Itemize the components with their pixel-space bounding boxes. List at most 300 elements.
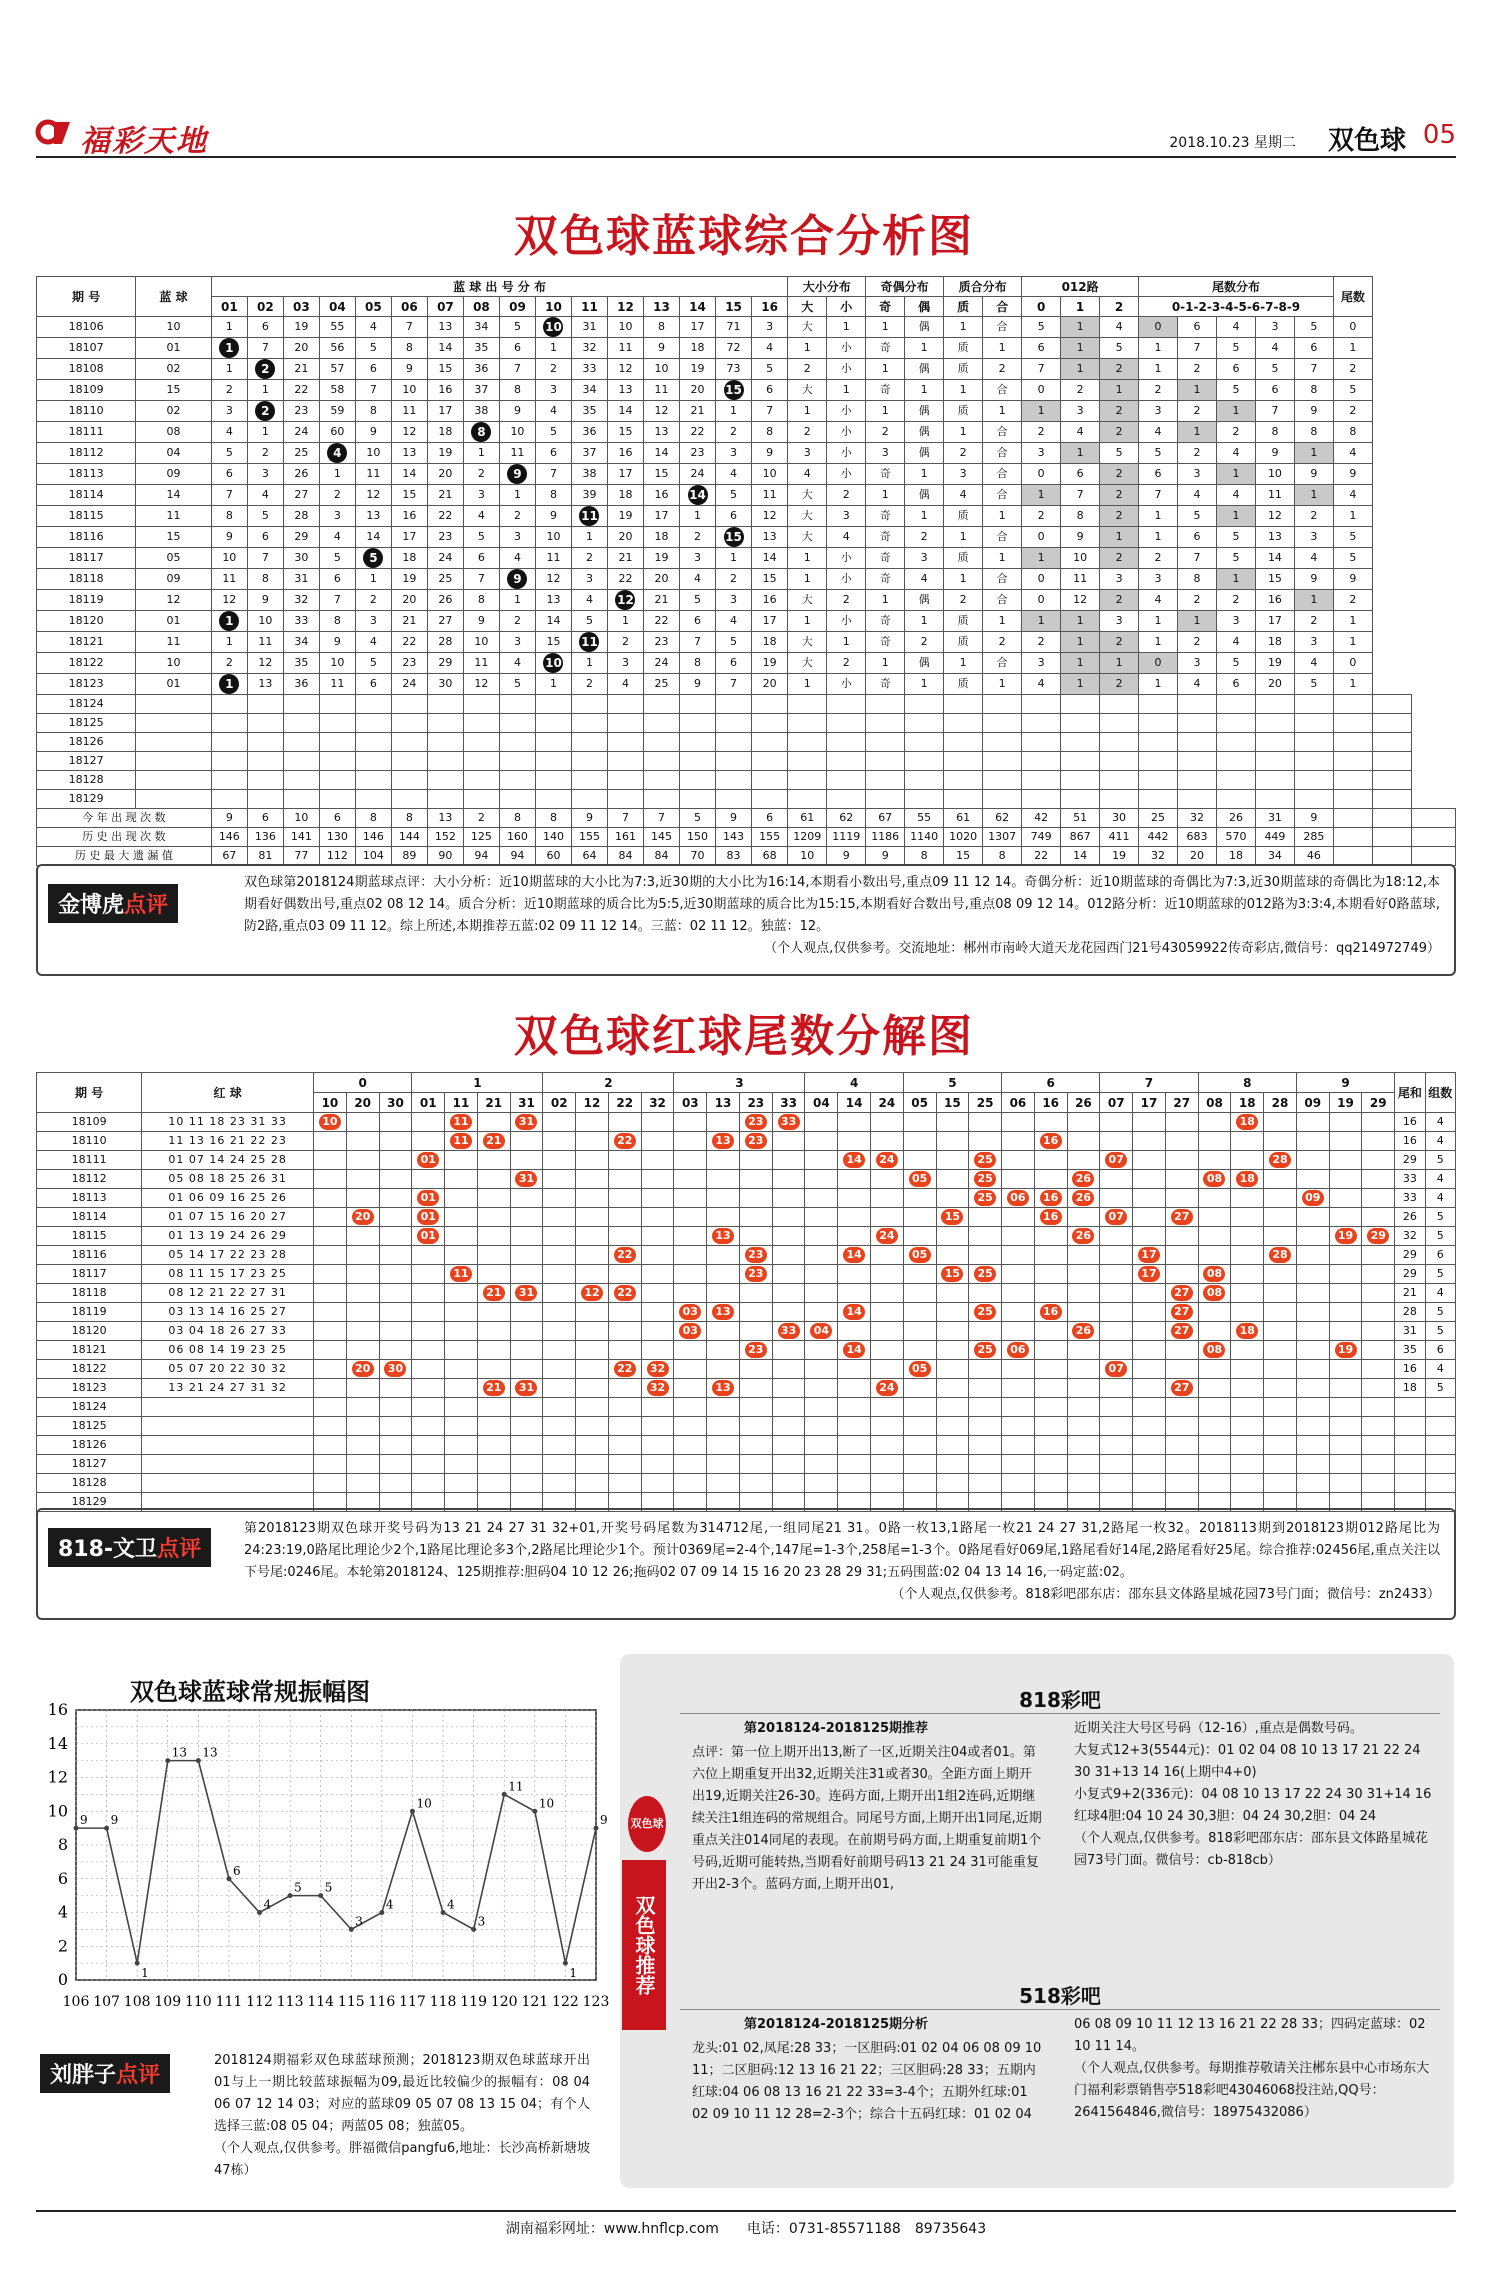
- omission-cell: 19: [680, 359, 716, 380]
- tail-cell: [870, 1265, 903, 1284]
- omission-cell: 3: [463, 485, 499, 506]
- blue-analysis-title: 双色球蓝球综合分析图: [514, 211, 974, 262]
- tail-cell: [739, 1284, 772, 1303]
- store-818-big-combo: 大复式12+3(5544元)：01 02 04 08 10 13 17 21 22 24 30 31+13 14 16(上期中4+0): [1074, 1743, 1421, 1780]
- tail-cell: [936, 1322, 969, 1341]
- tail-cell: [576, 1208, 609, 1227]
- route-cell: 2: [1022, 506, 1061, 527]
- attr-cell: 1: [905, 380, 944, 401]
- empty-cell: [674, 1455, 707, 1474]
- omission-cell: 6: [247, 317, 283, 338]
- omission-cell: 15: [391, 485, 427, 506]
- omission-cell: 2: [247, 443, 283, 464]
- omission-cell: 34: [463, 317, 499, 338]
- empty-cell: [477, 1455, 510, 1474]
- empty-cell: [211, 733, 247, 752]
- tail-dist-cell: 3: [1139, 401, 1178, 422]
- amplitude-point: [410, 1809, 415, 1814]
- omission-cell: 20: [607, 527, 643, 548]
- stat-cell: 20: [1178, 847, 1217, 866]
- tail-cell: [1034, 1265, 1067, 1284]
- stat-cell: 1186: [866, 828, 905, 847]
- omission-cell: 2: [211, 380, 247, 401]
- table-row: [37, 1303, 1456, 1322]
- omission-cell: 2: [499, 506, 535, 527]
- tail-cell: [477, 1208, 510, 1227]
- head-number: 16: [1034, 1093, 1067, 1113]
- empty-cell: [607, 714, 643, 733]
- tail-cell: [641, 1227, 674, 1246]
- omission-cell: 20: [644, 569, 680, 590]
- stat-cell: 83: [716, 847, 752, 866]
- attr-cell: 小: [827, 548, 866, 569]
- tail-dist-cell: 5: [1255, 359, 1294, 380]
- tail-dist-cell: 16: [1255, 590, 1294, 611]
- tail-cell: [1296, 1208, 1329, 1227]
- tail-cell: [1100, 1113, 1133, 1132]
- tail-cell: [870, 1341, 903, 1360]
- amplitude-data-label: 6: [232, 1863, 241, 1878]
- omission-cell: 13: [427, 317, 463, 338]
- omission-cell: 1: [535, 338, 571, 359]
- head-group-count: 组数: [1425, 1073, 1456, 1113]
- tail-sum-cell: 33: [1395, 1170, 1425, 1189]
- empty-cell: [1255, 714, 1294, 733]
- empty-cell: [1061, 714, 1100, 733]
- empty-cell: [535, 714, 571, 733]
- tail-cell: [379, 1284, 412, 1303]
- omission-cell: 18: [752, 632, 788, 653]
- empty-cell: [936, 1474, 969, 1493]
- empty-cell: [576, 1474, 609, 1493]
- omission-cell: [607, 590, 643, 611]
- stat-cell: 42: [1022, 809, 1061, 828]
- tail-cell: [739, 1113, 772, 1132]
- tail-cell: [969, 1284, 1002, 1303]
- stat-label: 历 史 最 大 遗 漏 值: [37, 847, 212, 866]
- empty-cell: [463, 695, 499, 714]
- omission-cell: 71: [716, 317, 752, 338]
- head-number: 24: [870, 1093, 903, 1113]
- issue-date: 2018.10.23 星期二: [1169, 135, 1296, 151]
- head-number: 19: [1329, 1093, 1362, 1113]
- commentator-tag-wenwei: [48, 1528, 211, 1567]
- tail-cell: [772, 1189, 805, 1208]
- tail-cell: [1165, 1322, 1198, 1341]
- tail-cell: [608, 1189, 641, 1208]
- tail-cell: [477, 1151, 510, 1170]
- head-tail: 尾数: [1333, 277, 1372, 317]
- attr-cell: 质: [944, 506, 983, 527]
- omission-cell: 10: [752, 464, 788, 485]
- stat-cell: 18: [1216, 847, 1255, 866]
- y-tick-label: 6: [57, 1868, 68, 1888]
- omission-cell: 8: [499, 380, 535, 401]
- head-number: 15: [716, 297, 752, 317]
- stat-cell: 60: [535, 847, 571, 866]
- empty-cell: [716, 752, 752, 771]
- red-ball-hit: 18: [1236, 1323, 1258, 1339]
- tail-cell: [674, 1265, 707, 1284]
- tail-cell: [379, 1341, 412, 1360]
- red-ball-hit: 26: [1072, 1323, 1094, 1339]
- period-cell: 18120: [37, 1322, 142, 1341]
- tail-cell: [1264, 1170, 1297, 1189]
- head-number: 27: [1165, 1093, 1198, 1113]
- omission-cell: 33: [283, 611, 319, 632]
- omission-cell: 36: [571, 422, 607, 443]
- period-cell: 18114: [37, 1208, 142, 1227]
- omission-cell: [680, 485, 716, 506]
- amplitude-point: [471, 1927, 476, 1932]
- tail-cell: 2: [1333, 359, 1372, 380]
- attr-cell: 2: [827, 590, 866, 611]
- empty-cell: [211, 790, 247, 809]
- period-cell: 18118: [37, 1284, 142, 1303]
- period-cell: 18122: [37, 653, 136, 674]
- omission-cell: 4: [319, 527, 355, 548]
- tail-cell: [1133, 1360, 1166, 1379]
- attr-cell: 合: [983, 422, 1022, 443]
- empty-cell: [412, 1455, 445, 1474]
- stat-cell: 25: [1139, 809, 1178, 828]
- empty-cell: [1425, 1398, 1456, 1417]
- tail-cell: 8: [1333, 422, 1372, 443]
- tail-cell: 2: [1333, 590, 1372, 611]
- tail-cell: [1034, 1284, 1067, 1303]
- period-cell: 18122: [37, 1360, 142, 1379]
- omission-cell: [571, 632, 607, 653]
- red-ball-hit: 04: [810, 1323, 832, 1339]
- head-number: 07: [1100, 1093, 1133, 1113]
- empty-cell: [805, 1474, 838, 1493]
- tail-cell: [1329, 1170, 1362, 1189]
- empty-cell: [445, 1398, 478, 1417]
- empty-cell: [936, 1436, 969, 1455]
- route-cell: 2: [1100, 401, 1139, 422]
- omission-cell: 38: [571, 464, 607, 485]
- route-cell: 11: [1061, 569, 1100, 590]
- tail-cell: [1034, 1132, 1067, 1151]
- stat-cell: 160: [499, 828, 535, 847]
- tail-dist-cell: 1: [1294, 485, 1333, 506]
- empty-cell: [412, 1436, 445, 1455]
- table-row: [37, 1208, 1456, 1227]
- tail-cell: [870, 1151, 903, 1170]
- omission-cell: 7: [355, 380, 391, 401]
- tail-cell: [772, 1284, 805, 1303]
- tail-cell: [1133, 1189, 1166, 1208]
- tail-cell: [1165, 1284, 1198, 1303]
- omission-cell: 3: [319, 506, 355, 527]
- stat-cell: 125: [463, 828, 499, 847]
- tail-cell: [805, 1379, 838, 1398]
- tail-cell: [969, 1341, 1002, 1360]
- tail-cell: [314, 1265, 347, 1284]
- tail-dist-cell: 3: [1255, 317, 1294, 338]
- tail-cell: [445, 1227, 478, 1246]
- red-ball-hit: 08: [1203, 1285, 1225, 1301]
- tail-cell: [1034, 1379, 1067, 1398]
- head-number: 31: [510, 1093, 543, 1113]
- empty-cell: [788, 714, 827, 733]
- empty-cell: [379, 1436, 412, 1455]
- tail-cell: [739, 1170, 772, 1189]
- tail-sum-cell: 33: [1395, 1189, 1425, 1208]
- empty-cell: [427, 714, 463, 733]
- omission-cell: 30: [283, 548, 319, 569]
- omission-cell: 1: [499, 485, 535, 506]
- tail-cell: [838, 1379, 871, 1398]
- red-ball-hit: 20: [352, 1361, 374, 1377]
- tail-cell: [1133, 1227, 1166, 1246]
- red-ball-hit: 23: [745, 1342, 767, 1358]
- tail-cell: [838, 1132, 871, 1151]
- tail-cell: [674, 1246, 707, 1265]
- tail-cell: [1329, 1227, 1362, 1246]
- red-ball-hit: 20: [352, 1209, 374, 1225]
- attr-cell: 偶: [905, 317, 944, 338]
- omission-cell: 24: [283, 422, 319, 443]
- red-ball-hit: 26: [1072, 1171, 1094, 1187]
- omission-cell: 18: [391, 548, 427, 569]
- attr-cell: 大: [788, 590, 827, 611]
- tail-sum-cell: 21: [1395, 1284, 1425, 1303]
- route-cell: 2: [1100, 632, 1139, 653]
- attr-cell: 1: [788, 674, 827, 695]
- tail-cell: [510, 1379, 543, 1398]
- tail-cell: [1231, 1265, 1264, 1284]
- empty-cell: [136, 695, 212, 714]
- route-cell: 2: [1100, 506, 1139, 527]
- stat-cell: 19: [1100, 847, 1139, 866]
- stat-cell: 8: [355, 809, 391, 828]
- tail-dist-cell: 8: [1255, 422, 1294, 443]
- period-cell: 18128: [37, 1474, 142, 1493]
- table-row: [37, 1379, 1456, 1398]
- head-number: 06: [391, 297, 427, 317]
- tail-cell: [1264, 1208, 1297, 1227]
- omission-cell: 2: [680, 527, 716, 548]
- empty-cell: [870, 1455, 903, 1474]
- tail-cell: [1133, 1113, 1166, 1132]
- omission-cell: 5: [247, 506, 283, 527]
- route-cell: 2: [1061, 380, 1100, 401]
- tail-cell: [1362, 1360, 1395, 1379]
- red-ball-hit: 19: [1335, 1228, 1357, 1244]
- amplitude-data-label: 9: [80, 1813, 88, 1828]
- omission-cell: 7: [247, 548, 283, 569]
- omission-cell: 36: [463, 359, 499, 380]
- tail-cell: [707, 1284, 740, 1303]
- tail-cell: [936, 1132, 969, 1151]
- empty-cell: [827, 714, 866, 733]
- empty-cell: [1067, 1398, 1100, 1417]
- omission-cell: 4: [535, 401, 571, 422]
- empty-cell: [1139, 790, 1178, 809]
- store-518-period: 第2018124-2018125期分析: [744, 2017, 929, 2032]
- empty-cell: [1264, 1455, 1297, 1474]
- omission-cell: 22: [607, 569, 643, 590]
- omission-cell: 21: [427, 485, 463, 506]
- omission-cell: 10: [211, 548, 247, 569]
- head-number: 09: [499, 297, 535, 317]
- red-numbers-cell: 01 13 19 24 26 29: [142, 1227, 314, 1246]
- attr-cell: 偶: [905, 653, 944, 674]
- omission-cell: 14: [752, 548, 788, 569]
- stat-cell: 6: [247, 809, 283, 828]
- empty-cell: [1329, 1417, 1362, 1436]
- group-count-cell: 5: [1425, 1379, 1456, 1398]
- table-row: [37, 1151, 1456, 1170]
- tail-dist-cell: 7: [1255, 401, 1294, 422]
- empty-cell: [477, 1417, 510, 1436]
- omission-cell: 9: [463, 611, 499, 632]
- tail-cell: [379, 1189, 412, 1208]
- stat-cell: 70: [680, 847, 716, 866]
- empty-cell: [1395, 1474, 1425, 1493]
- empty-cell: [805, 1398, 838, 1417]
- tail-dist-cell: 6: [1294, 338, 1333, 359]
- tail-cell: [314, 1303, 347, 1322]
- tail-cell: [903, 1189, 936, 1208]
- tail-cell: [1034, 1341, 1067, 1360]
- stat-cell: 749: [1022, 828, 1061, 847]
- tail-cell: [543, 1113, 576, 1132]
- table-row: [37, 632, 1456, 653]
- store-518-right: [1074, 2014, 1438, 2124]
- route-cell: 1: [1022, 548, 1061, 569]
- omission-cell: 37: [571, 443, 607, 464]
- omission-cell: 27: [283, 485, 319, 506]
- tail-dist-cell: 1: [1139, 359, 1178, 380]
- empty-cell: [644, 752, 680, 771]
- group-count-cell: 4: [1425, 1132, 1456, 1151]
- head-number: 11: [571, 297, 607, 317]
- tail-sum-cell: 18: [1395, 1379, 1425, 1398]
- tail-cell: [1002, 1322, 1035, 1341]
- red-ball-hit: 05: [909, 1361, 931, 1377]
- empty-cell: [1372, 847, 1411, 866]
- tail-cell: [870, 1132, 903, 1151]
- x-tick-label: 107: [93, 1994, 120, 2010]
- comment-body: 第2018123期双色球开奖号码为13 21 24 27 31 32+01,开奖号码尾数为314712尾,一组同尾21 31。0路一枚13,1路尾一枚21 24 27 31,2路尾一枚32。2018113期到2018123期012路尾比为24:23:19,0路尾比理论少2个,1路尾比理论多3个,2路尾比理论少1个。预计0369尾=2-4个,147尾=1-3个,258尾=1-3个。0路尾看好069尾,1路尾看好14尾,2路尾看好25尾。综合推荐:02456尾,重点关注以下号尾:0246尾。本轮第2018124、125期推荐:胆码04 10 12 26;拖码02 07 09 14 15 16 20 23 28 29 31;五码围蓝:02 04 13 14 16,一码定蓝:02。: [244, 1521, 1440, 1580]
- amplitude-point: [104, 1826, 109, 1831]
- empty-cell: [716, 733, 752, 752]
- tail-sum-cell: 29: [1395, 1151, 1425, 1170]
- empty-cell: [211, 771, 247, 790]
- omission-cell: 4: [355, 317, 391, 338]
- tail-cell: [412, 1151, 445, 1170]
- tail-cell: [1329, 1284, 1362, 1303]
- tail-cell: [445, 1265, 478, 1284]
- tail-dist-cell: 3: [1178, 464, 1217, 485]
- empty-cell: [674, 1436, 707, 1455]
- attr-cell: 大: [788, 527, 827, 548]
- tail-cell: [576, 1189, 609, 1208]
- empty-cell: [1100, 1436, 1133, 1455]
- empty-cell: [641, 1474, 674, 1493]
- omission-cell: 17: [607, 464, 643, 485]
- tail-cell: [641, 1341, 674, 1360]
- tail-cell: [1067, 1284, 1100, 1303]
- tail-cell: [379, 1379, 412, 1398]
- tail-cell: [1133, 1170, 1166, 1189]
- tail-cell: [445, 1303, 478, 1322]
- head-number: 17: [1133, 1093, 1166, 1113]
- empty-cell: [1067, 1417, 1100, 1436]
- tail-cell: [674, 1208, 707, 1227]
- omission-cell: 16: [607, 443, 643, 464]
- empty-cell: [1231, 1474, 1264, 1493]
- route-cell: 2: [1100, 548, 1139, 569]
- omission-cell: 8: [535, 485, 571, 506]
- empty-cell: [805, 1455, 838, 1474]
- red-ball-hit: 13: [712, 1133, 734, 1149]
- comment-body: 2018124期福彩双色球蓝球预测；2018123期双色球蓝球开出01与上一期比较蓝球振幅为09,最近比较偏少的振幅有：08 04 06 07 12 14 03；对应的蓝球09 05 07 08 13 15 04；有个人选择三蓝:08 05 04；两蓝05 08；独蓝05。: [214, 2053, 590, 2134]
- tail-cell: [1133, 1246, 1166, 1265]
- tail-cell: [1067, 1208, 1100, 1227]
- tail-cell: [1034, 1303, 1067, 1322]
- omission-cell: 17: [680, 317, 716, 338]
- empty-cell: [944, 733, 983, 752]
- tail-cell: [1034, 1322, 1067, 1341]
- empty-cell: [1231, 1417, 1264, 1436]
- table-row: [37, 401, 1456, 422]
- empty-cell: [211, 752, 247, 771]
- omission-cell: 14: [355, 527, 391, 548]
- omission-cell: 73: [716, 359, 752, 380]
- omission-cell: 11: [319, 674, 355, 695]
- empty-cell: [1329, 1436, 1362, 1455]
- tail-dist-cell: 5: [1216, 527, 1255, 548]
- empty-cell: [247, 733, 283, 752]
- tail-cell: [608, 1170, 641, 1189]
- tail-cell: [346, 1151, 379, 1170]
- x-tick-label: 114: [307, 1994, 335, 2010]
- empty-cell: [1255, 752, 1294, 771]
- tail-cell: [543, 1341, 576, 1360]
- tail-cell: [707, 1151, 740, 1170]
- tail-cell: [641, 1113, 674, 1132]
- red-ball-hit: 27: [1171, 1209, 1193, 1225]
- empty-cell: [1411, 847, 1455, 866]
- tail-cell: [576, 1360, 609, 1379]
- tail-cell: [543, 1379, 576, 1398]
- head-period: 期 号: [37, 1073, 142, 1113]
- omission-cell: 11: [499, 443, 535, 464]
- attr-cell: 1: [905, 506, 944, 527]
- period-cell: 18110: [37, 401, 136, 422]
- stat-cell: 155: [571, 828, 607, 847]
- head-tail-group: 7: [1100, 1073, 1198, 1093]
- tail-dist-cell: 1: [1216, 506, 1255, 527]
- table-row-blank: [37, 771, 1456, 790]
- tail-cell: [969, 1360, 1002, 1379]
- omission-cell: [247, 401, 283, 422]
- x-tick-label: 106: [62, 1994, 90, 2010]
- omission-cell: 15: [607, 422, 643, 443]
- empty-cell: [607, 733, 643, 752]
- empty-cell: [1362, 1398, 1395, 1417]
- tail-dist-cell: 2: [1216, 590, 1255, 611]
- tail-cell: 1: [1333, 338, 1372, 359]
- empty-cell: [427, 695, 463, 714]
- tail-dist-cell: 13: [1255, 527, 1294, 548]
- tail-cell: [1133, 1303, 1166, 1322]
- route-cell: 1: [1061, 443, 1100, 464]
- omission-cell: 12: [247, 653, 283, 674]
